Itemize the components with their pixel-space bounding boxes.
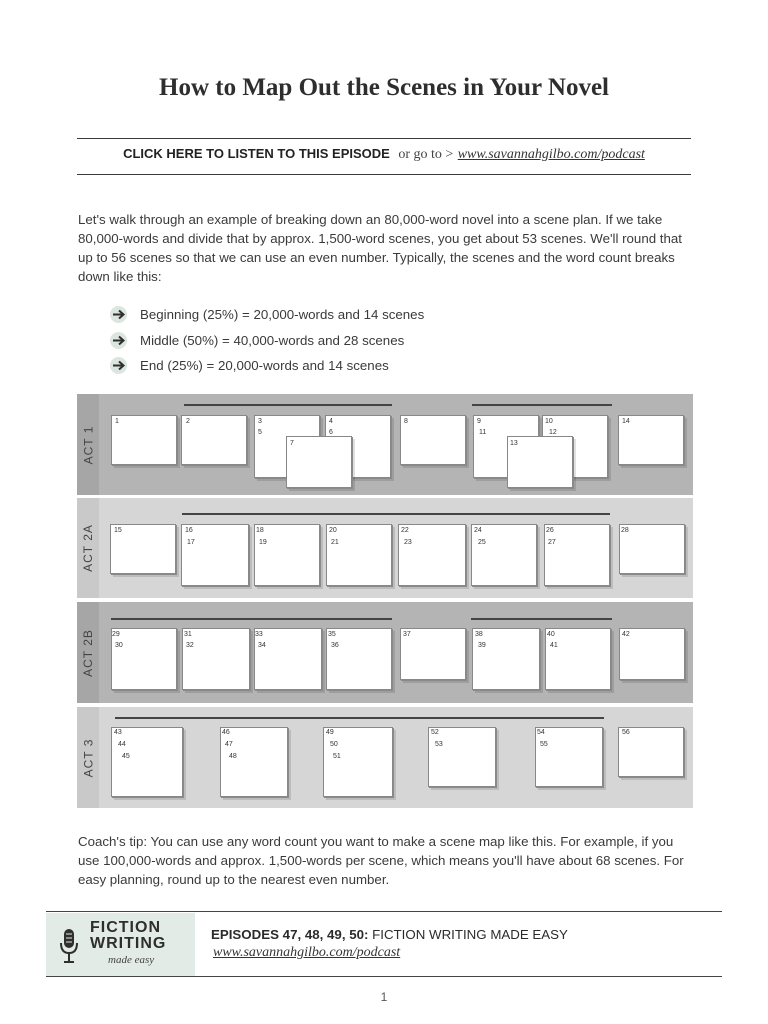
scene-number: 38 xyxy=(475,631,483,638)
act-label-text: ACT 2A xyxy=(81,524,96,572)
fiction-writing-logo xyxy=(46,913,195,976)
intro-paragraph: Let's walk through an example of breaking down an 80,000-word novel into a scene plan. If we take 80,000-words and divide that by approx. 1,500-word scenes, you get about 53 scenes. We'll round that up to 56 scenes so that we can use an even number. Typically, the scenes and the word count breaks down like this: xyxy=(78,212,682,284)
scene-number: 21 xyxy=(331,539,339,546)
scene-card xyxy=(111,628,177,690)
scene-number: 3 xyxy=(258,418,262,425)
scene-card xyxy=(181,415,247,465)
page-title: How to Map Out the Scenes in Your Novel xyxy=(159,74,609,101)
scene-number: 53 xyxy=(435,741,443,748)
listen-bar xyxy=(0,145,768,163)
scene-card xyxy=(323,727,393,797)
listen-episode-link[interactable]: CLICK HERE TO LISTEN TO THIS EPISODE xyxy=(123,146,390,161)
scene-card xyxy=(535,727,603,787)
act-bracket-rule xyxy=(184,404,392,406)
scene-number: 10 xyxy=(545,418,553,425)
footer-top-rule xyxy=(46,911,722,912)
scene-number: 45 xyxy=(122,753,130,760)
scene-number: 23 xyxy=(404,539,412,546)
scene-number: 9 xyxy=(477,418,481,425)
scene-number: 56 xyxy=(622,729,630,736)
scene-number: 15 xyxy=(114,527,122,534)
act-label-text: ACT 1 xyxy=(81,425,96,464)
scene-number: 48 xyxy=(229,753,237,760)
scene-number: 24 xyxy=(474,527,482,534)
scene-number: 32 xyxy=(186,642,194,649)
scene-number: 39 xyxy=(478,642,486,649)
scene-number: 34 xyxy=(258,642,266,649)
coach-tip: Coach's tip: You can use any word count you want to make a scene map like this. For example, if you use 100,000-words and approx. 1,500-words per scene, which means you'll have about 68 scenes. For easy planning, round up to the nearest even number. xyxy=(78,834,684,887)
scene-number: 49 xyxy=(326,729,334,736)
scene-number: 28 xyxy=(621,527,629,534)
scene-number: 19 xyxy=(259,539,267,546)
scene-card xyxy=(182,628,250,690)
scene-number: 50 xyxy=(330,741,338,748)
act-band xyxy=(77,498,693,598)
scene-number: 26 xyxy=(546,527,554,534)
bullet-item xyxy=(110,302,424,328)
scene-card xyxy=(286,436,352,488)
bullet-item xyxy=(110,353,424,379)
bullet-text: End (25%) = 20,000-words and 14 scenes xyxy=(140,358,389,374)
episodes-title: FICTION WRITING MADE EASY xyxy=(372,927,568,942)
scene-number: 20 xyxy=(329,527,337,534)
scene-number: 27 xyxy=(548,539,556,546)
scene-card xyxy=(111,415,177,465)
microphone-icon xyxy=(60,929,78,965)
scene-number: 7 xyxy=(290,440,294,447)
act-band xyxy=(77,602,693,703)
arrow-right-icon xyxy=(110,306,127,323)
scene-number: 37 xyxy=(403,631,411,638)
scene-number: 13 xyxy=(510,440,518,447)
act-bracket-rule xyxy=(471,618,612,620)
logo-text-writing: WRITING xyxy=(90,935,167,952)
header-top-rule xyxy=(77,138,691,139)
page-number: 1 xyxy=(380,990,388,1004)
scene-number: 52 xyxy=(431,729,439,736)
scene-number: 33 xyxy=(255,631,263,638)
arrow-right-icon xyxy=(110,332,127,349)
episodes-line xyxy=(211,927,568,942)
scene-number: 47 xyxy=(225,741,233,748)
scene-number: 36 xyxy=(331,642,339,649)
act-bracket-rule xyxy=(182,513,610,515)
listen-or-text: or go to > xyxy=(398,147,454,162)
scene-card xyxy=(220,727,288,797)
act-label xyxy=(77,707,99,808)
act-band xyxy=(77,707,693,808)
scene-number: 18 xyxy=(256,527,264,534)
scene-number: 14 xyxy=(622,418,630,425)
footer-bottom-rule xyxy=(46,976,722,977)
scene-number: 4 xyxy=(329,418,333,425)
scene-number: 30 xyxy=(115,642,123,649)
scene-number: 55 xyxy=(540,741,548,748)
act-label-text: ACT 2B xyxy=(81,628,96,677)
episodes-label: EPISODES 47, 48, 49, 50: xyxy=(211,927,369,942)
scene-number: 16 xyxy=(185,527,193,534)
scene-number: 11 xyxy=(479,429,487,436)
footer-podcast-url-link[interactable]: www.savannahgilbo.com/podcast xyxy=(213,945,401,960)
scene-number: 40 xyxy=(547,631,555,638)
scene-number: 6 xyxy=(329,429,333,436)
act-bracket-rule xyxy=(115,717,604,719)
bullet-text: Beginning (25%) = 20,000-words and 14 scenes xyxy=(140,307,425,323)
scene-number: 54 xyxy=(537,729,545,736)
scene-number: 29 xyxy=(112,631,120,638)
scene-number: 12 xyxy=(549,429,557,436)
header-bottom-rule xyxy=(77,174,691,175)
scene-number: 44 xyxy=(118,741,126,748)
scene-number: 43 xyxy=(114,729,122,736)
act-label xyxy=(77,498,99,598)
scene-number: 41 xyxy=(550,642,558,649)
scene-number: 25 xyxy=(478,539,486,546)
scene-card xyxy=(428,727,496,787)
scene-number: 31 xyxy=(184,631,192,638)
logo-text-fiction: FICTION xyxy=(90,919,161,936)
bullet-list xyxy=(110,302,424,379)
scene-card xyxy=(111,727,183,797)
podcast-url-link[interactable]: www.savannahgilbo.com/podcast xyxy=(457,147,645,162)
logo-text-made-easy: made easy xyxy=(108,954,155,966)
scene-card xyxy=(254,628,322,690)
scene-number: 5 xyxy=(258,429,262,436)
scene-number: 17 xyxy=(187,539,195,546)
scene-number: 2 xyxy=(186,418,190,425)
scene-number: 35 xyxy=(328,631,336,638)
bullet-text: Middle (50%) = 40,000-words and 28 scenes xyxy=(140,332,405,348)
act-band xyxy=(77,394,693,495)
scene-number: 8 xyxy=(404,418,408,425)
act-label xyxy=(77,394,99,495)
arrow-right-icon xyxy=(110,357,127,374)
bullet-item xyxy=(110,328,424,354)
act-bracket-rule xyxy=(111,618,392,620)
act-label xyxy=(77,602,99,703)
scene-number: 46 xyxy=(222,729,230,736)
scene-number: 22 xyxy=(401,527,409,534)
scene-number: 51 xyxy=(333,753,341,760)
act-label-text: ACT 3 xyxy=(81,738,96,777)
scene-card xyxy=(400,415,466,465)
scene-number: 42 xyxy=(622,631,630,638)
act-bracket-rule xyxy=(472,404,612,406)
scene-number: 1 xyxy=(115,418,119,425)
